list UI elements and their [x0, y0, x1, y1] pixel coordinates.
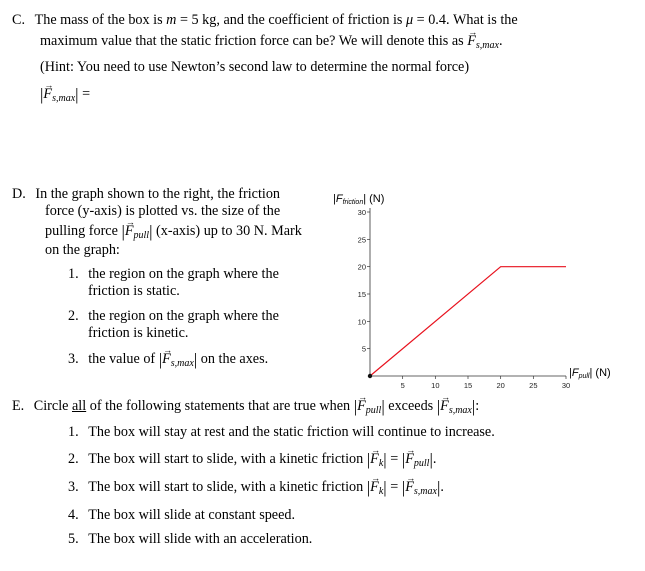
question-d-line1: D. In the graph shown to the right, the friction — [12, 186, 281, 202]
question-e-item-5: 5. The box will slide with an acceleration. — [68, 531, 313, 547]
question-d-item-1: 1. the region on the graph where the — [68, 266, 279, 282]
origin-point — [368, 374, 372, 378]
y-tick-label-5: 5 — [361, 344, 366, 354]
x-tick-label-20: 20 — [496, 381, 505, 390]
question-c-hint: (Hint: You need to use Newton’s second law to determine the normal force) — [40, 59, 470, 75]
x-tick-label-5: 5 — [400, 381, 405, 390]
y-tick-label-30: 30 — [357, 208, 366, 217]
question-d-item-2: 2. the region on the graph where the — [68, 308, 279, 324]
question-e-label: E. — [12, 398, 25, 414]
force-symbol: → F — [467, 33, 476, 50]
question-e-item-4: 4. The box will slide at constant speed. — [68, 507, 296, 523]
question-d-line4: on the graph: — [45, 242, 120, 258]
x-tick-label-30: 30 — [561, 381, 571, 390]
friction-line-series-0 — [370, 267, 566, 376]
y-tick-label-25: 25 — [357, 235, 366, 245]
y-tick-label-20: 20 — [357, 262, 366, 272]
chart-series — [368, 267, 566, 379]
question-d-item-2-line2: friction is kinetic. — [88, 325, 189, 341]
question-d-item-3: 3. the value of |→ $F_{s,max}|$ on the axes. — [68, 351, 268, 372]
x-axis-label: |Fpull| (N) — [569, 367, 611, 380]
question-e-item-2: 2. The box will start to slide, with a kinetic friction |→ $F_k|$ = |→ $F_{pull}|$. — [68, 451, 436, 472]
y-axis-label: |Ffriction| (N) — [333, 193, 385, 206]
question-d-line3: pulling force |→ $F_{pull}|$ (x-axis) up to 30 N. Mark — [45, 223, 302, 244]
question-d-item-1-line2: friction is static. — [88, 283, 180, 299]
chart-ticks — [358, 208, 571, 390]
x-tick-label-25: 25 — [529, 381, 538, 390]
y-tick-label-10: 10 — [357, 317, 366, 327]
question-d-line2: force (y-axis) is plotted vs. the size of the — [45, 203, 281, 219]
question-c-line1: C. The mass of the box is m = 5 kg, and the coefficient of friction is μ = 0.4. What is the — [12, 12, 518, 28]
question-c-line2: maximum value that the static friction force can be? We will denote this as → $F_{s,max}$. — [40, 33, 503, 54]
question-e-line: E. Circle all of the following statements that are true when |→ $F_{pull}|$ exceeds |→ $F_{s,max}|$: — [12, 398, 479, 419]
question-c-label: C. — [12, 12, 26, 28]
y-tick-label-15: 15 — [357, 290, 366, 299]
x-tick-label-15: 15 — [463, 381, 473, 390]
question-d-label: D. — [12, 186, 26, 202]
question-e-item-3: 3. The box will start to slide, with a kinetic friction |→ $F_k|$ = |→ $F_{s,max}|$. — [68, 479, 444, 500]
question-c-answer: |→ $F_{s,max}|$ = — [40, 86, 90, 107]
x-tick-label-10: 10 — [431, 381, 440, 390]
question-e-item-1: 1. The box will stay at rest and the static friction will continue to increase. — [68, 424, 495, 440]
